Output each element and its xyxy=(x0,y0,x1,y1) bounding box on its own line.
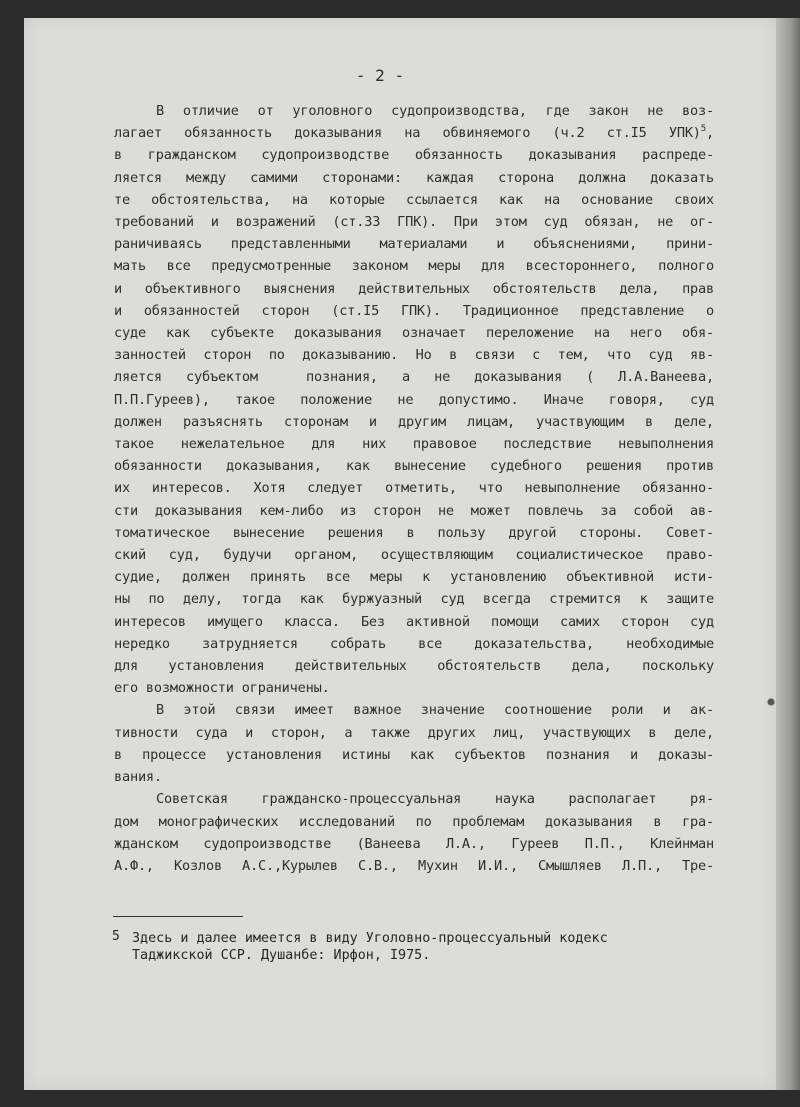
footnote-line: Здесь и далее имеется в виду Уголовно-процессуальный кодекс xyxy=(132,931,608,946)
binding-hole xyxy=(764,695,778,709)
text-line: дом монографических исследований по проблемам доказывания в гра- xyxy=(114,813,714,830)
text-line: такое нежелательное для них правовое последствие невыполнения xyxy=(114,436,714,453)
text-line: мать все предусмотренные законом меры для всестороннего, полного xyxy=(114,258,714,275)
text-line: В этой связи имеет важное значение соотношение роли и ак- xyxy=(156,702,714,719)
body-text xyxy=(114,100,714,877)
footnote-reference: 5 xyxy=(700,124,707,135)
text-line: его возможности ограничены. xyxy=(114,680,330,697)
text-line: сти доказывания кем-либо из сторон не может повлечь за собой ав- xyxy=(114,502,714,519)
text-line: обязанности доказывания, как вынесение судебного решения против xyxy=(114,458,714,475)
text-line: раничиваясь представленными материалами и объяснениями, прини- xyxy=(114,236,714,253)
text-line: тивности суда и сторон, а также других лиц, участвующих в деле, xyxy=(114,724,714,741)
text-line: суде как субъекте доказывания означает переложение на него обя- xyxy=(114,325,714,342)
text-line: и обязанностей сторон (ст.I5 ГПК). Традиционное представление о xyxy=(114,302,714,319)
footnote-mark: 5 xyxy=(112,929,120,944)
text-line: занностей сторон по доказыванию. Но в связи с тем, что суд яв- xyxy=(114,347,714,364)
text-line: в гражданском судопроизводстве обязанность доказывания распреде- xyxy=(114,147,714,164)
text-line: ны по делу, тогда как буржуазный суд всегда стремится к защите xyxy=(114,591,714,608)
text-line: должен разъяснять сторонам и другим лицам, участвующим в деле, xyxy=(114,413,714,430)
text-line: жданском судопроизводстве (Ванеева Л.А., Гуреев П.П., Клейнман xyxy=(114,835,714,852)
text-line: А.Ф., Козлов А.С.,Курылев С.В., Мухин И.И., Смышляев Л.П., Тре- xyxy=(114,857,714,874)
text-line: томатическое вынесение решения в пользу другой стороны. Совет- xyxy=(114,524,714,541)
text-line: нередко затрудняется собрать все доказательства, необходимые xyxy=(114,635,714,652)
footnote xyxy=(112,930,712,964)
text-line: их интересов. Хотя следует отметить, что невыполнение обязанно- xyxy=(114,480,714,497)
text-line: ляется между самими сторонами: каждая сторона должна доказать xyxy=(114,169,714,186)
text-line: ский суд, будучи органом, осуществляющим социалистическое право- xyxy=(114,547,714,564)
text-line: ляется субъектом познания, а не доказывания ( Л.А.Ванеева, xyxy=(114,369,714,386)
text-line: Советская гражданско-процессуальная наука располагает ря- xyxy=(156,791,714,808)
footnote-reference-suffix: , xyxy=(706,125,714,142)
footnote-text xyxy=(112,930,712,964)
text-line: интересов имущего класса. Без активной помощи самих сторон суд xyxy=(114,613,714,630)
text-line: требований и возражений (ст.33 ГПК). При этом суд обязан, не ог- xyxy=(114,214,714,231)
text-line: для установления действительных обстоятельств дела, поскольку xyxy=(114,658,714,675)
text-line: вания. xyxy=(114,769,162,786)
footnote-line: Таджикской ССР. Душанбе: Ирфон, I975. xyxy=(132,948,431,963)
footnote-divider xyxy=(113,916,243,917)
text-line: судие, должен принять все меры к установлению объективной исти- xyxy=(114,569,714,586)
page-edge xyxy=(776,18,800,1090)
text-line: и объективного выяснения действительных обстоятельств дела, прав xyxy=(114,280,714,297)
text-line-content: лагает обязанность доказывания на обвиняемого (ч.2 ст.I5 УПК) xyxy=(114,125,701,142)
text-line: те обстоятельства, на которые ссылается как на основание своих xyxy=(114,191,714,208)
text-line: П.П.Гуреев), такое положение не допустимо. Иначе говоря, суд xyxy=(114,391,714,408)
text-line xyxy=(114,122,714,144)
text-line: в процессе установления истины как субъектов познания и доказы- xyxy=(114,746,714,763)
text-line: В отличие от уголовного судопроизводства, где закон не воз- xyxy=(156,103,714,119)
page-number: - 2 - xyxy=(355,66,405,85)
